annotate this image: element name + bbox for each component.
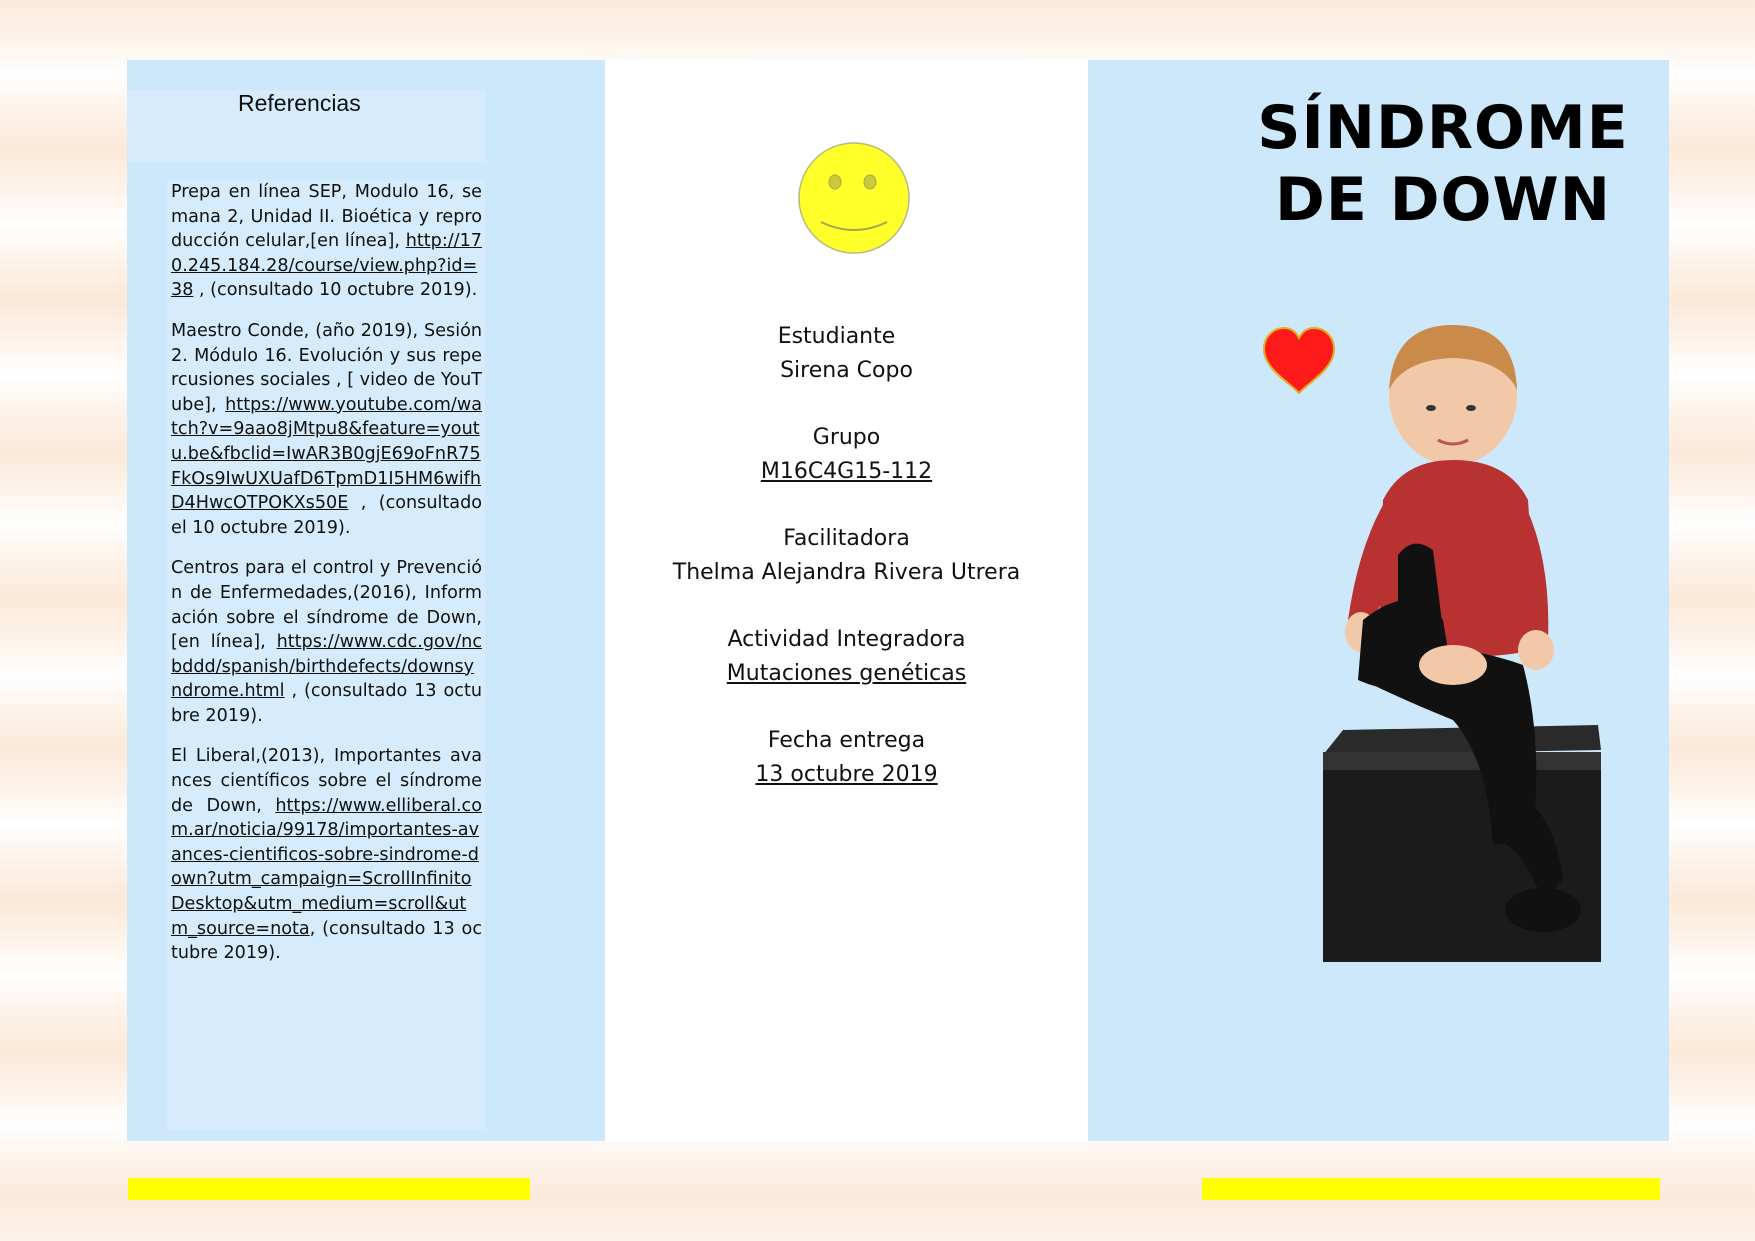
reference-link[interactable]: https://www.cdc.gov/ncbddd/spanish/birthdefects/downsyndrome.html [171,632,482,702]
reference-item [171,556,482,728]
child-photo-image [1303,320,1613,1020]
title-line-2: DE DOWN [1275,165,1611,235]
reference-text: Maestro Conde, (año 2019), Sesión 2. Módulo 16. Evolución y sus repercusiones sociales , [ video de YouTube], [171,320,482,415]
reference-text: Centros para el control y Prevención de Enfermedades,(2016), Información sobre el síndrome de Down, [en línea], [171,558,482,653]
activity-block [605,623,1088,691]
student-label: Estudiante [777,324,896,349]
reference-text: , (consultado 10 octubre 2019). [193,280,478,301]
group-label: Grupo [812,425,881,450]
cover-panel [1088,60,1669,1141]
reference-link[interactable]: https://www.youtube.com/watch?v=9aao8jMtpu8&feature=youtu.be&fbclid=IwAR3B0gjE69oFnR75FkOs9IwUXUafD6TpmD1I5HM6wifhD4HwcOTPOKXs50E [171,394,482,514]
activity-value: Mutaciones genéticas [726,661,967,686]
info-panel [605,60,1088,1141]
accent-bar-left [128,1178,530,1200]
date-label: Fecha entrega [767,728,926,753]
references-heading: Referencias [238,90,361,116]
student-info [605,320,1088,825]
references-list [171,180,482,982]
reference-item [171,319,482,540]
facilitator-label: Facilitadora [783,526,910,551]
date-block [605,724,1088,792]
student-block [605,320,1088,388]
reference-item [171,744,482,965]
references-panel [127,60,605,1141]
reference-text: , (consultado el 10 octubre 2019). [171,493,482,538]
date-value: 13 octubre 2019 [755,762,938,787]
reference-text: El Liberal,(2013), Importantes avances científicos sobre el síndrome de Down, [171,746,482,816]
facilitator-name: Thelma Alejandra Rivera Utrera [672,560,1021,585]
cover-title [1238,92,1648,236]
student-name: Sirena Copo [780,358,913,383]
reference-item [171,180,482,303]
group-value: M16C4G15-112 [760,459,933,484]
reference-text: , (consultado 13 octubre 2019). [171,681,482,726]
reference-link[interactable]: http://170.245.184.28/course/view.php?id=38 [171,231,482,301]
title-line-1: SÍNDROME [1257,93,1629,163]
reference-link[interactable]: https://www.elliberal.com.ar/noticia/99178/importantes-avances-cientificos-sobre-sindrome-down?utm_campaign=ScrollInfinitoDesktop&utm_medium=scroll&utm_source=nota [171,795,482,939]
group-block [605,421,1088,489]
activity-label: Actividad Integradora [727,627,966,652]
facilitator-block [605,522,1088,590]
accent-bar-right [1202,1178,1660,1200]
reference-text: Prepa en línea SEP, Modulo 16, semana 2, Unidad II. Bioética y reproducción celular,[en línea], [171,182,482,252]
smiley-face-icon [796,140,912,256]
reference-text: , (consultado 13 octubre 2019). [171,918,482,964]
